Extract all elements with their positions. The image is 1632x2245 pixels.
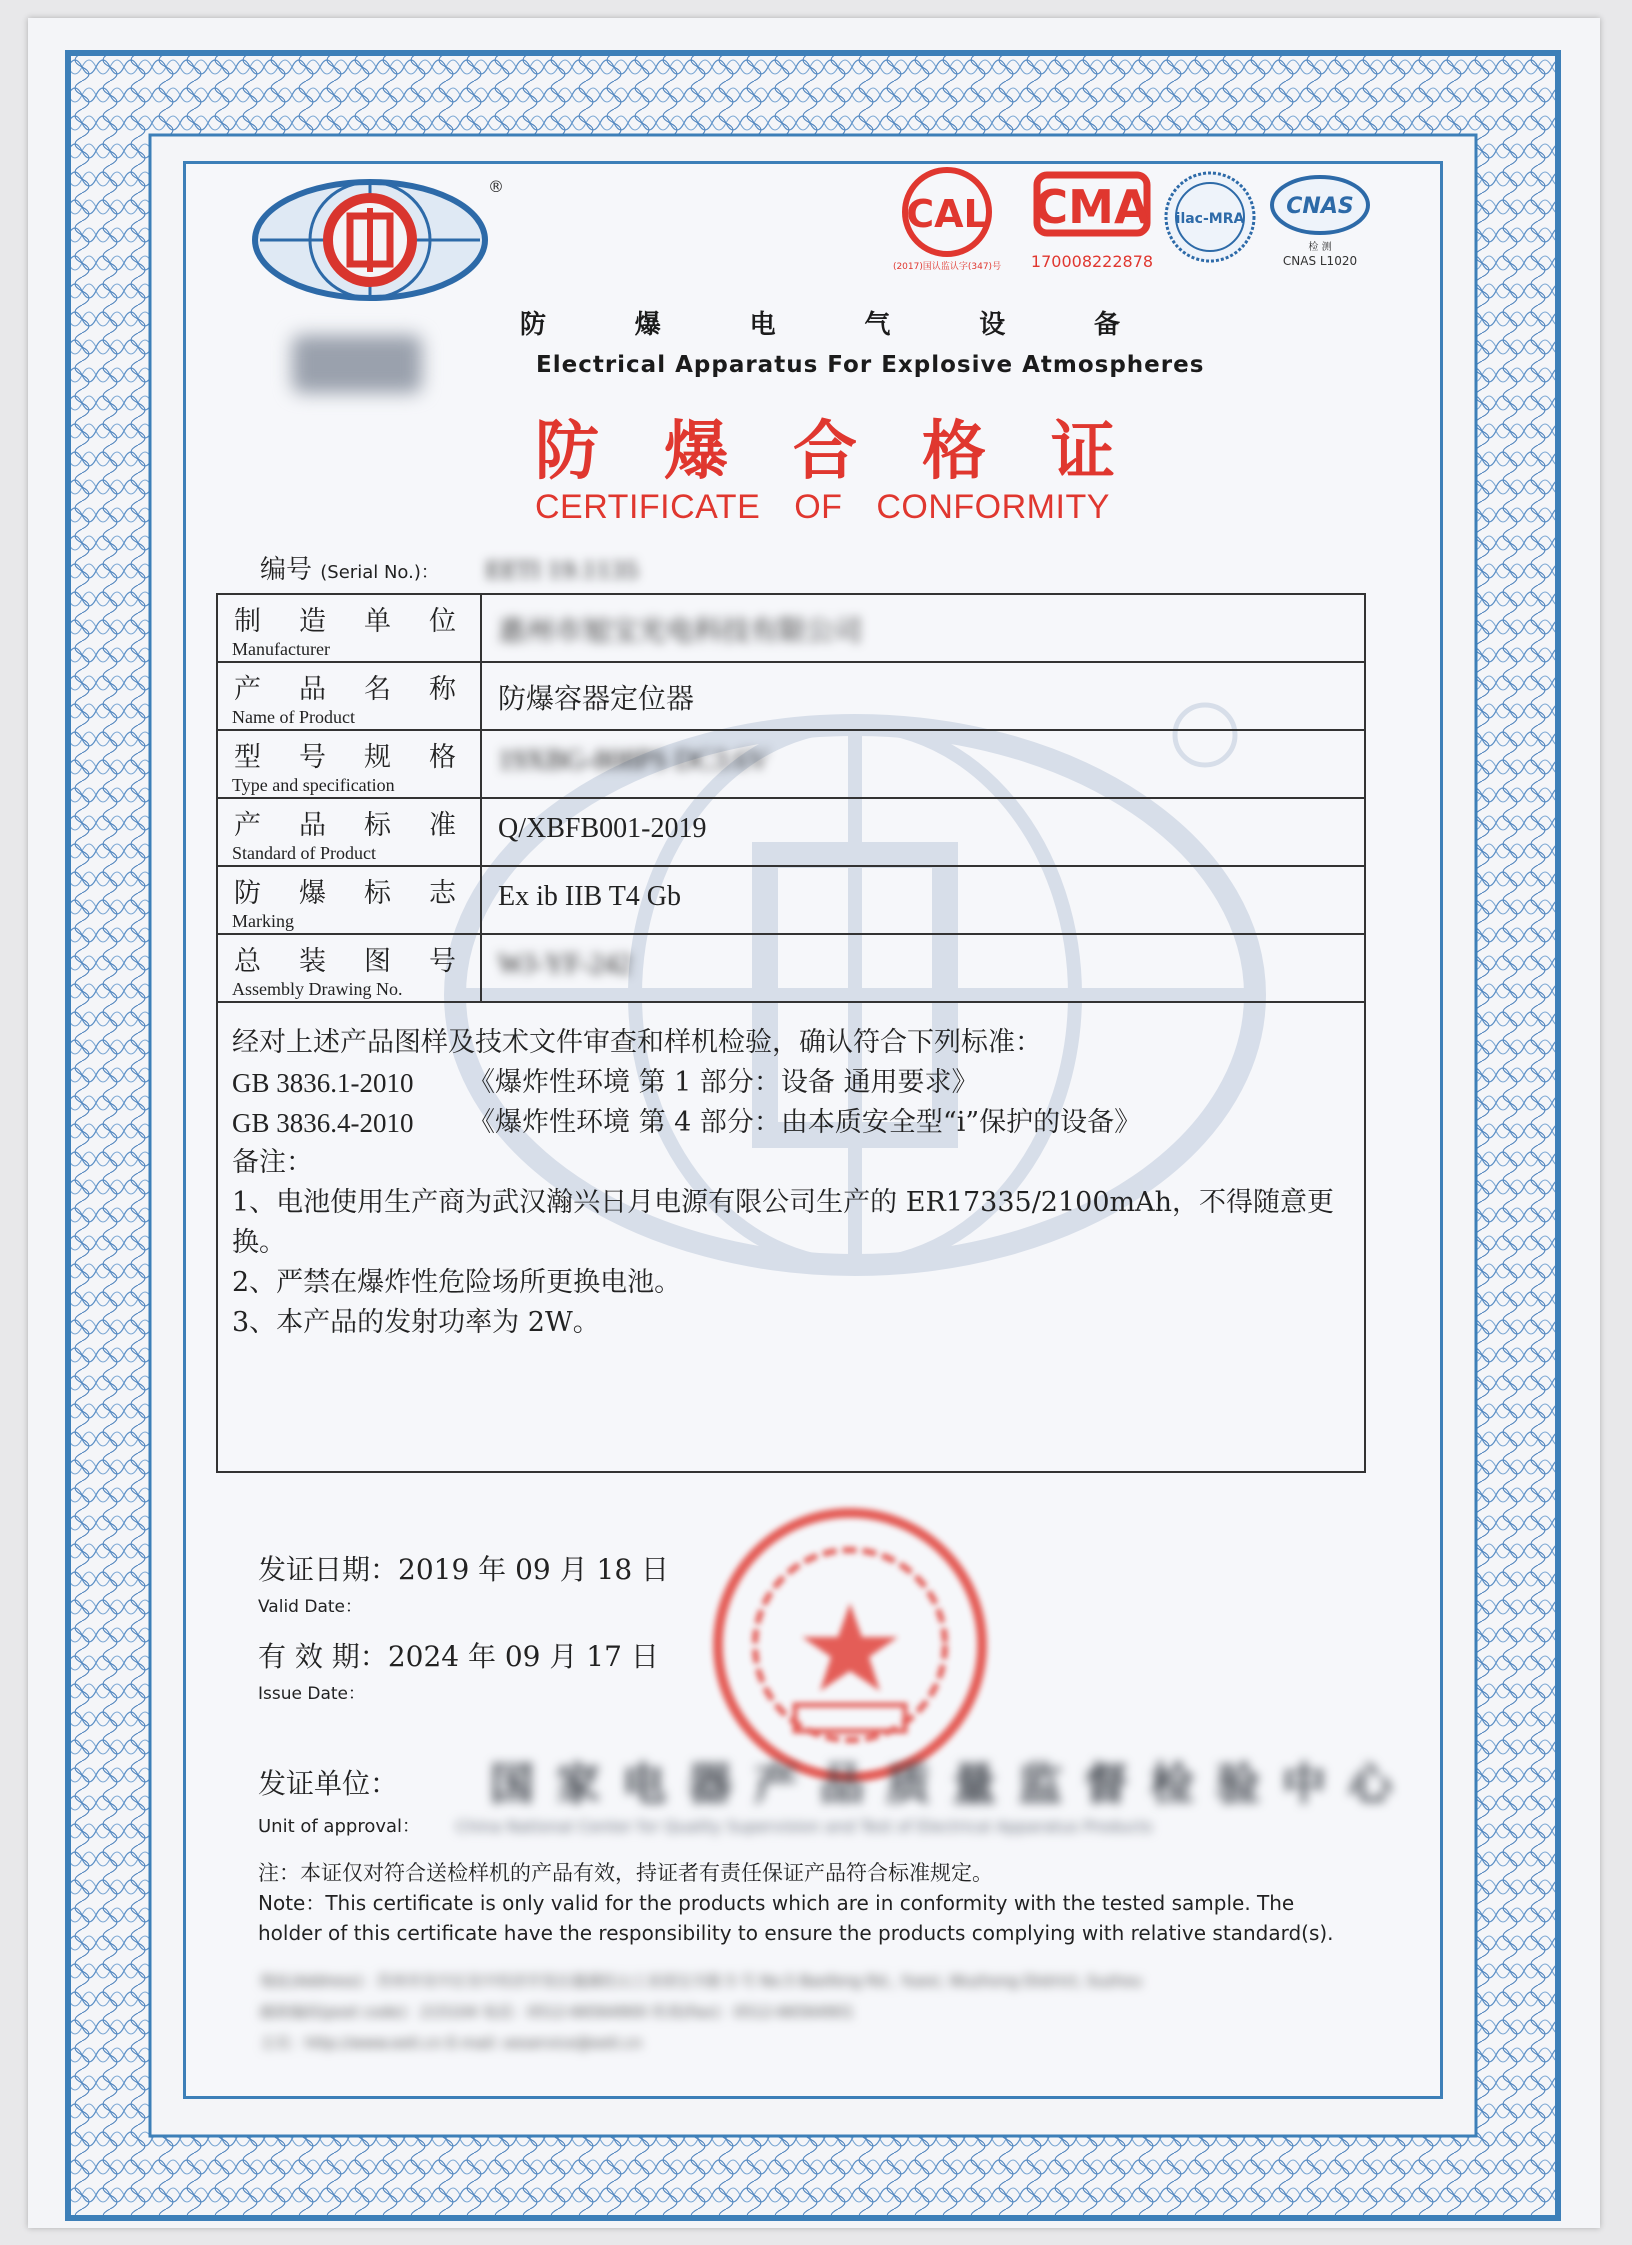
- title-zh-certificate: 防 爆 合 格 证: [535, 414, 1115, 489]
- remark-item: 3、本产品的发射功率为 2W。: [232, 1307, 600, 1338]
- svg-text:170008222878: 170008222878: [1030, 252, 1154, 271]
- ilac-mra-seal-icon: [1166, 173, 1254, 261]
- valid-date-value: 2024 年 09 月 17 日: [387, 1640, 659, 1673]
- serial-value: EETI 19.1135: [485, 559, 639, 584]
- registered-mark: ®: [488, 177, 504, 196]
- contact-footer: 地址(Address)：苏州市吴中区吴中经济开发区越溪旺山工业园宝丰路 5 号 No.5 Baofeng Rd., Yuexi, Wuzhong District, Suzhou 邮政编码(post code)：215104 电话：0512-66564900 传真(Fax)：0512-66564901 主页：http://www.eeti.cn E-mail: eeservice@eeti.cn: [260, 1972, 1142, 2052]
- accreditation-seals: [892, 165, 1395, 277]
- svg-text:(2017)国认监认字(347)号: (2017)国认监认字(347)号: [892, 262, 1002, 272]
- table-row: [217, 1002, 1365, 1472]
- standard-line: GB 3836.4-2010 《爆炸性环境 第 4 部分：由本质安全型“i”保护的设备》: [232, 1107, 1142, 1138]
- assembly-drawing-value: WJ-YF-242: [481, 934, 1365, 1002]
- title-zh-electrical-apparatus: 防 爆 电 气 设 备: [520, 310, 1120, 340]
- product-info-table: [216, 593, 1366, 1473]
- svg-text:ilac-MRA: ilac-MRA: [1175, 211, 1245, 227]
- approval-unit-zh: 国家电器产品质量监督检验中心: [490, 1759, 1414, 1810]
- manufacturer-value: 惠州市旭宝光电科技有限公司: [481, 594, 1365, 662]
- certificate-dates: 发证日期：2019 年 09 月 18 日 Valid Date： 有 效 期：2024 年 09 月 17 日 Issue Date：: [258, 1553, 670, 1704]
- title-en-electrical-apparatus: Electrical Apparatus For Explosive Atmospheres: [536, 352, 1205, 378]
- table-row: 产 品 标 准 Standard of Product Q/XBFB001-2019: [217, 798, 1365, 866]
- approval-unit-en: Unit of approval： China National Center for Quality Supervision and Test of Electrical Apparatus Products: [258, 1816, 1153, 1837]
- serial-number: 编号 (Serial No.)： EETI 19.1135: [260, 545, 639, 586]
- remark-item: 2、严禁在爆炸性危险场所更换电池。: [232, 1267, 682, 1298]
- svg-text:CMA: CMA: [1034, 180, 1150, 234]
- svg-text:CNAS: CNAS: [1286, 194, 1354, 219]
- standard-line: GB 3836.1-2010 《爆炸性环境 第 1 部分：设备 通用要求》: [232, 1067, 979, 1098]
- blurred-stamp-mark: [292, 335, 422, 393]
- approval-unit-label: 发证单位：: [258, 1767, 399, 1800]
- remark-item: 1、电池使用生产商为武汉瀚兴日月电源有限公司生产的 ER17335/2100mAh，不得随意更换。: [232, 1187, 1334, 1258]
- table-row: 防 爆 标 志 Marking Ex ib IIB T4 Gb: [217, 866, 1365, 934]
- table-row: 型 号 规 格 Type and specification 19XBG-808PS DC3.6V: [217, 730, 1365, 798]
- title-en-certificate: CERTIFICATE OF CONFORMITY: [535, 488, 1110, 526]
- cnas-seal-icon: [1272, 177, 1368, 268]
- svg-text:CNAS L1020: CNAS L1020: [1282, 254, 1358, 268]
- table-row: 总 装 图 号 Assembly Drawing No. WJ-YF-242: [217, 934, 1365, 1002]
- ccc-globe-logo-icon: [250, 168, 504, 308]
- certificate-note: 注：本证仅对符合送检样机的产品有效，持证者有责任保证产品符合标准规定。 Note：This certificate is only valid for the products which are in conformity with the tested sample. The holder of this certificate have the responsibility to ensure the products complying with relative standard(s).: [258, 1861, 1334, 1945]
- table-row: 产 品 名 称 Name of Product 防爆容器定位器: [217, 662, 1365, 730]
- issue-date-value: 2019 年 09 月 18 日: [398, 1553, 670, 1586]
- cma-seal-icon: [1031, 175, 1153, 271]
- official-red-stamp-icon: [700, 1505, 1000, 1785]
- type-spec-value: 19XBG-808PS DC3.6V: [481, 730, 1365, 798]
- cal-seal-icon: [893, 170, 1001, 272]
- conformity-statement: 经对上述产品图样及技术文件审查和样机检验，确认符合下列标准： GB 3836.1-2010 《爆炸性环境 第 1 部分：设备 通用要求》 GB 3836.4-2010 《爆炸性环境 第 4 部分：由本质安全型“i”保护的设备》 备注： 1、电池使用生产商为武汉瀚兴日月电源有限公司生产的 ER17335/2100mAh，不得随意更换。 2、严禁在爆炸性危险场所更换电池。 3、本产品的发射功率为 2W。: [217, 1002, 1365, 1472]
- product-standard-value: Q/XBFB001-2019: [481, 798, 1365, 866]
- table-row: 制 造 单 位 Manufacturer 惠州市旭宝光电科技有限公司: [217, 594, 1365, 662]
- svg-text:检 测: 检 测: [1308, 242, 1332, 253]
- marking-value: Ex ib IIB T4 Gb: [481, 866, 1365, 934]
- product-name-value: 防爆容器定位器: [481, 662, 1365, 730]
- svg-text:CAL: CAL: [906, 192, 988, 236]
